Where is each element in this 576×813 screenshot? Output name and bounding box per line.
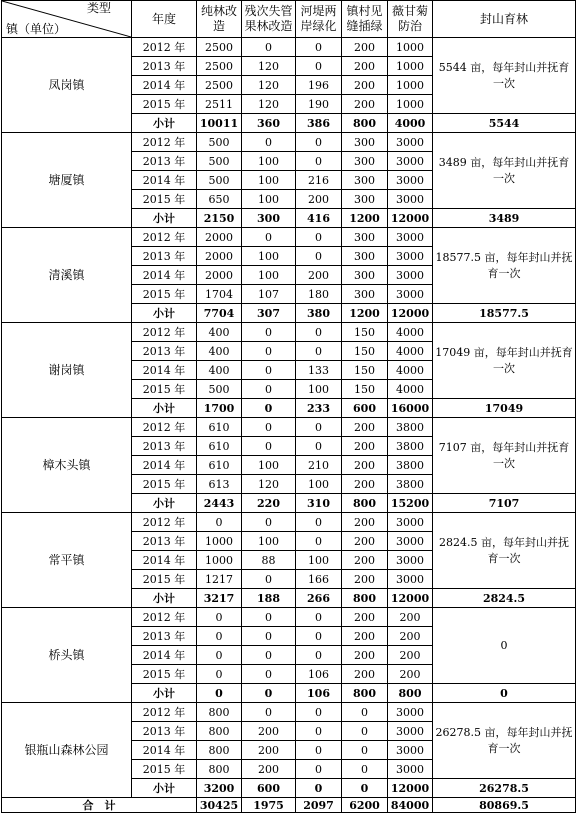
subtotal-value: 5544 [433,114,576,133]
value-cell: 300 [342,190,388,209]
value-cell: 150 [342,361,388,380]
subtotal-value: 106 [296,684,342,703]
year-cell: 2015 年 [132,285,197,304]
subtotal-value: 310 [296,494,342,513]
value-cell: 3000 [388,703,433,722]
total-label: 合 计 [2,798,197,813]
subtotal-label: 小计 [132,114,197,133]
total-value: 1975 [242,798,296,813]
value-cell: 0 [242,418,296,437]
town-name: 清溪镇 [2,228,132,323]
value-cell: 200 [242,722,296,741]
value-cell: 4000 [388,380,433,399]
value-cell: 1000 [388,76,433,95]
value-cell: 200 [342,551,388,570]
value-cell: 3000 [388,741,433,760]
value-cell: 0 [197,608,242,627]
value-cell: 200 [342,57,388,76]
value-cell: 1000 [197,551,242,570]
value-cell: 0 [197,513,242,532]
subtotal-value: 17049 [433,399,576,418]
value-cell: 0 [242,38,296,57]
value-cell: 107 [242,285,296,304]
subtotal-value: 0 [197,684,242,703]
value-cell: 0 [296,133,342,152]
value-cell: 1000 [388,57,433,76]
table-row [2,133,576,152]
year-cell: 2013 年 [132,627,197,646]
header-year: 年度 [132,1,197,38]
subtotal-value: 26278.5 [433,779,576,798]
year-cell: 2015 年 [132,760,197,779]
subtotal-value: 12000 [388,209,433,228]
subtotal-value: 0 [296,779,342,798]
value-cell: 3000 [388,190,433,209]
subtotal-value: 12000 [388,589,433,608]
value-cell: 166 [296,570,342,589]
town-name: 常平镇 [2,513,132,608]
year-cell: 2013 年 [132,722,197,741]
value-cell: 0 [296,57,342,76]
value-cell: 0 [242,513,296,532]
value-cell: 2511 [197,95,242,114]
value-cell: 300 [342,247,388,266]
year-cell: 2014 年 [132,456,197,475]
subtotal-value: 380 [296,304,342,323]
value-cell: 200 [342,418,388,437]
value-cell: 3000 [388,551,433,570]
year-cell: 2012 年 [132,133,197,152]
value-cell: 4000 [388,323,433,342]
header-village-green: 镇村见缝插绿 [342,1,388,38]
subtotal-value: 1700 [197,399,242,418]
value-cell: 3800 [388,475,433,494]
subtotal-value: 386 [296,114,342,133]
value-cell: 210 [296,456,342,475]
value-cell: 0 [296,342,342,361]
closed-forest-note: 5544 亩，每年封山并抚育一次 [433,38,576,114]
subtotal-value: 16000 [388,399,433,418]
value-cell: 0 [242,133,296,152]
header-row [2,1,576,38]
year-cell: 2015 年 [132,95,197,114]
value-cell: 0 [342,703,388,722]
value-cell: 200 [342,456,388,475]
value-cell: 200 [342,570,388,589]
value-cell: 500 [197,171,242,190]
town-name: 银瓶山森林公园 [2,703,132,798]
value-cell: 0 [342,760,388,779]
value-cell: 100 [296,551,342,570]
value-cell: 3000 [388,513,433,532]
table-row [2,228,576,247]
subtotal-value: 220 [242,494,296,513]
value-cell: 4000 [388,342,433,361]
header-orchard: 残次失管果林改造 [242,1,296,38]
subtotal-value: 800 [342,684,388,703]
year-cell: 2013 年 [132,342,197,361]
value-cell: 1704 [197,285,242,304]
value-cell: 500 [197,380,242,399]
subtotal-value: 10011 [197,114,242,133]
value-cell: 200 [342,475,388,494]
year-cell: 2013 年 [132,247,197,266]
value-cell: 150 [342,323,388,342]
value-cell: 0 [342,722,388,741]
value-cell: 3000 [388,247,433,266]
year-cell: 2014 年 [132,741,197,760]
value-cell: 0 [296,323,342,342]
subtotal-value: 2443 [197,494,242,513]
town-name: 塘厦镇 [2,133,132,228]
subtotal-value: 1200 [342,209,388,228]
subtotal-value: 360 [242,114,296,133]
value-cell: 200 [342,608,388,627]
subtotal-value: 0 [433,684,576,703]
subtotal-value: 3217 [197,589,242,608]
value-cell: 200 [342,95,388,114]
year-cell: 2012 年 [132,513,197,532]
table-row [2,703,576,722]
value-cell: 650 [197,190,242,209]
value-cell: 300 [342,285,388,304]
value-cell: 200 [342,437,388,456]
subtotal-value: 2150 [197,209,242,228]
closed-forest-note: 2824.5 亩，每年封山并抚育一次 [433,513,576,589]
header-closed-forest: 封山育林 [433,1,576,38]
value-cell: 3000 [388,228,433,247]
subtotal-value: 188 [242,589,296,608]
value-cell: 0 [296,437,342,456]
value-cell: 0 [242,608,296,627]
header-type-label: 类型 [86,1,111,15]
value-cell: 3800 [388,456,433,475]
value-cell: 0 [242,228,296,247]
subtotal-value: 7704 [197,304,242,323]
value-cell: 3000 [388,570,433,589]
value-cell: 0 [242,323,296,342]
value-cell: 200 [342,38,388,57]
town-name: 樟木头镇 [2,418,132,513]
forestry-table [1,0,576,813]
value-cell: 200 [242,760,296,779]
value-cell: 100 [242,171,296,190]
value-cell: 500 [197,133,242,152]
subtotal-value: 1200 [342,304,388,323]
year-cell: 2013 年 [132,532,197,551]
year-cell: 2012 年 [132,323,197,342]
subtotal-value: 3200 [197,779,242,798]
year-cell: 2014 年 [132,646,197,665]
subtotal-value: 3489 [433,209,576,228]
total-value: 84000 [388,798,433,813]
value-cell: 0 [296,513,342,532]
year-cell: 2014 年 [132,361,197,380]
value-cell: 200 [388,608,433,627]
total-value: 6200 [342,798,388,813]
subtotal-label: 小计 [132,399,197,418]
year-cell: 2014 年 [132,266,197,285]
value-cell: 200 [342,627,388,646]
value-cell: 1217 [197,570,242,589]
table-row [2,608,576,627]
total-row [2,798,576,813]
value-cell: 100 [242,532,296,551]
value-cell: 0 [296,722,342,741]
value-cell: 150 [342,380,388,399]
year-cell: 2012 年 [132,703,197,722]
value-cell: 100 [242,152,296,171]
closed-forest-note: 17049 亩，每年封山并抚育一次 [433,323,576,399]
subtotal-value: 12000 [388,304,433,323]
year-cell: 2015 年 [132,190,197,209]
subtotal-value: 4000 [388,114,433,133]
value-cell: 613 [197,475,242,494]
value-cell: 100 [296,380,342,399]
value-cell: 180 [296,285,342,304]
value-cell: 0 [197,646,242,665]
year-cell: 2012 年 [132,228,197,247]
value-cell: 0 [296,760,342,779]
header-town-label: 镇（单位） [6,22,67,36]
value-cell: 400 [197,361,242,380]
value-cell: 2000 [197,247,242,266]
value-cell: 3800 [388,437,433,456]
value-cell: 200 [342,646,388,665]
subtotal-label: 小计 [132,304,197,323]
total-value: 30425 [197,798,242,813]
table-row [2,418,576,437]
year-cell: 2013 年 [132,152,197,171]
subtotal-label: 小计 [132,684,197,703]
closed-forest-note: 18577.5 亩，每年封山并抚育一次 [433,228,576,304]
subtotal-value: 0 [342,779,388,798]
subtotal-label: 小计 [132,494,197,513]
value-cell: 88 [242,551,296,570]
subtotal-value: 12000 [388,779,433,798]
value-cell: 200 [388,627,433,646]
header-pure-forest: 纯林改造 [197,1,242,38]
value-cell: 190 [296,95,342,114]
subtotal-value: 18577.5 [433,304,576,323]
subtotal-value: 233 [296,399,342,418]
subtotal-value: 2824.5 [433,589,576,608]
subtotal-value: 0 [242,399,296,418]
year-cell: 2012 年 [132,38,197,57]
closed-forest-note: 26278.5 亩，每年封山并抚育一次 [433,703,576,779]
value-cell: 0 [242,361,296,380]
closed-forest-note: 0 [433,608,576,684]
value-cell: 300 [342,266,388,285]
year-cell: 2013 年 [132,57,197,76]
value-cell: 3000 [388,532,433,551]
value-cell: 400 [197,323,242,342]
value-cell: 800 [197,741,242,760]
value-cell: 3000 [388,266,433,285]
value-cell: 0 [242,646,296,665]
value-cell: 200 [296,266,342,285]
value-cell: 0 [296,703,342,722]
value-cell: 0 [296,627,342,646]
value-cell: 0 [342,741,388,760]
value-cell: 2500 [197,57,242,76]
value-cell: 0 [296,646,342,665]
value-cell: 0 [242,665,296,684]
value-cell: 100 [242,190,296,209]
value-cell: 800 [197,722,242,741]
closed-forest-note: 3489 亩，每年封山并抚育一次 [433,133,576,209]
value-cell: 200 [342,76,388,95]
subtotal-value: 300 [242,209,296,228]
value-cell: 196 [296,76,342,95]
value-cell: 150 [342,342,388,361]
value-cell: 216 [296,171,342,190]
value-cell: 500 [197,152,242,171]
subtotal-value: 307 [242,304,296,323]
value-cell: 3000 [388,133,433,152]
value-cell: 0 [296,228,342,247]
subtotal-value: 800 [342,589,388,608]
value-cell: 200 [342,665,388,684]
year-cell: 2015 年 [132,665,197,684]
subtotal-value: 800 [342,114,388,133]
value-cell: 3000 [388,152,433,171]
subtotal-value: 0 [242,684,296,703]
value-cell: 120 [242,475,296,494]
value-cell: 3800 [388,418,433,437]
value-cell: 120 [242,57,296,76]
subtotal-label: 小计 [132,589,197,608]
value-cell: 200 [342,513,388,532]
subtotal-value: 416 [296,209,342,228]
value-cell: 0 [296,741,342,760]
value-cell: 0 [242,703,296,722]
year-cell: 2015 年 [132,475,197,494]
value-cell: 100 [242,247,296,266]
table-row [2,323,576,342]
year-cell: 2014 年 [132,76,197,95]
year-cell: 2014 年 [132,551,197,570]
value-cell: 0 [242,570,296,589]
total-value: 2097 [296,798,342,813]
subtotal-label: 小计 [132,779,197,798]
table-body [2,38,576,813]
value-cell: 2000 [197,228,242,247]
value-cell: 4000 [388,361,433,380]
subtotal-value: 7107 [433,494,576,513]
value-cell: 2000 [197,266,242,285]
year-cell: 2012 年 [132,608,197,627]
year-cell: 2015 年 [132,570,197,589]
value-cell: 3000 [388,760,433,779]
town-name: 谢岗镇 [2,323,132,418]
value-cell: 120 [242,95,296,114]
value-cell: 300 [342,133,388,152]
value-cell: 0 [242,437,296,456]
table-row [2,513,576,532]
value-cell: 120 [242,76,296,95]
value-cell: 800 [197,760,242,779]
value-cell: 3000 [388,171,433,190]
value-cell: 1000 [197,532,242,551]
value-cell: 100 [242,456,296,475]
value-cell: 400 [197,342,242,361]
header-mikania: 薇甘菊防治 [388,1,433,38]
diagonal-header-cell [2,1,132,38]
value-cell: 3000 [388,285,433,304]
value-cell: 133 [296,361,342,380]
value-cell: 106 [296,665,342,684]
value-cell: 0 [296,152,342,171]
value-cell: 0 [242,627,296,646]
header-riverbank: 河堤两岸绿化 [296,1,342,38]
year-cell: 2013 年 [132,437,197,456]
year-cell: 2012 年 [132,418,197,437]
value-cell: 0 [197,627,242,646]
value-cell: 0 [296,418,342,437]
value-cell: 100 [242,266,296,285]
value-cell: 300 [342,171,388,190]
value-cell: 0 [197,665,242,684]
subtotal-value: 800 [342,494,388,513]
value-cell: 200 [388,665,433,684]
value-cell: 300 [342,228,388,247]
subtotal-value: 800 [388,684,433,703]
value-cell: 3000 [388,722,433,741]
value-cell: 200 [342,532,388,551]
value-cell: 1000 [388,95,433,114]
closed-forest-note: 7107 亩，每年封山并抚育一次 [433,418,576,494]
table-row [2,38,576,57]
subtotal-value: 15200 [388,494,433,513]
value-cell: 200 [242,741,296,760]
value-cell: 0 [296,532,342,551]
value-cell: 610 [197,437,242,456]
value-cell: 100 [296,475,342,494]
value-cell: 300 [342,152,388,171]
year-cell: 2015 年 [132,380,197,399]
value-cell: 0 [296,608,342,627]
value-cell: 0 [242,380,296,399]
value-cell: 800 [197,703,242,722]
value-cell: 0 [242,342,296,361]
town-name: 桥头镇 [2,608,132,703]
value-cell: 200 [296,190,342,209]
town-name: 凤岗镇 [2,38,132,133]
value-cell: 1000 [388,38,433,57]
value-cell: 610 [197,456,242,475]
total-value: 80869.5 [433,798,576,813]
value-cell: 200 [388,646,433,665]
year-cell: 2014 年 [132,171,197,190]
value-cell: 0 [296,38,342,57]
subtotal-label: 小计 [132,209,197,228]
value-cell: 0 [296,247,342,266]
value-cell: 2500 [197,38,242,57]
value-cell: 2500 [197,76,242,95]
value-cell: 610 [197,418,242,437]
subtotal-value: 600 [342,399,388,418]
subtotal-value: 266 [296,589,342,608]
subtotal-value: 600 [242,779,296,798]
